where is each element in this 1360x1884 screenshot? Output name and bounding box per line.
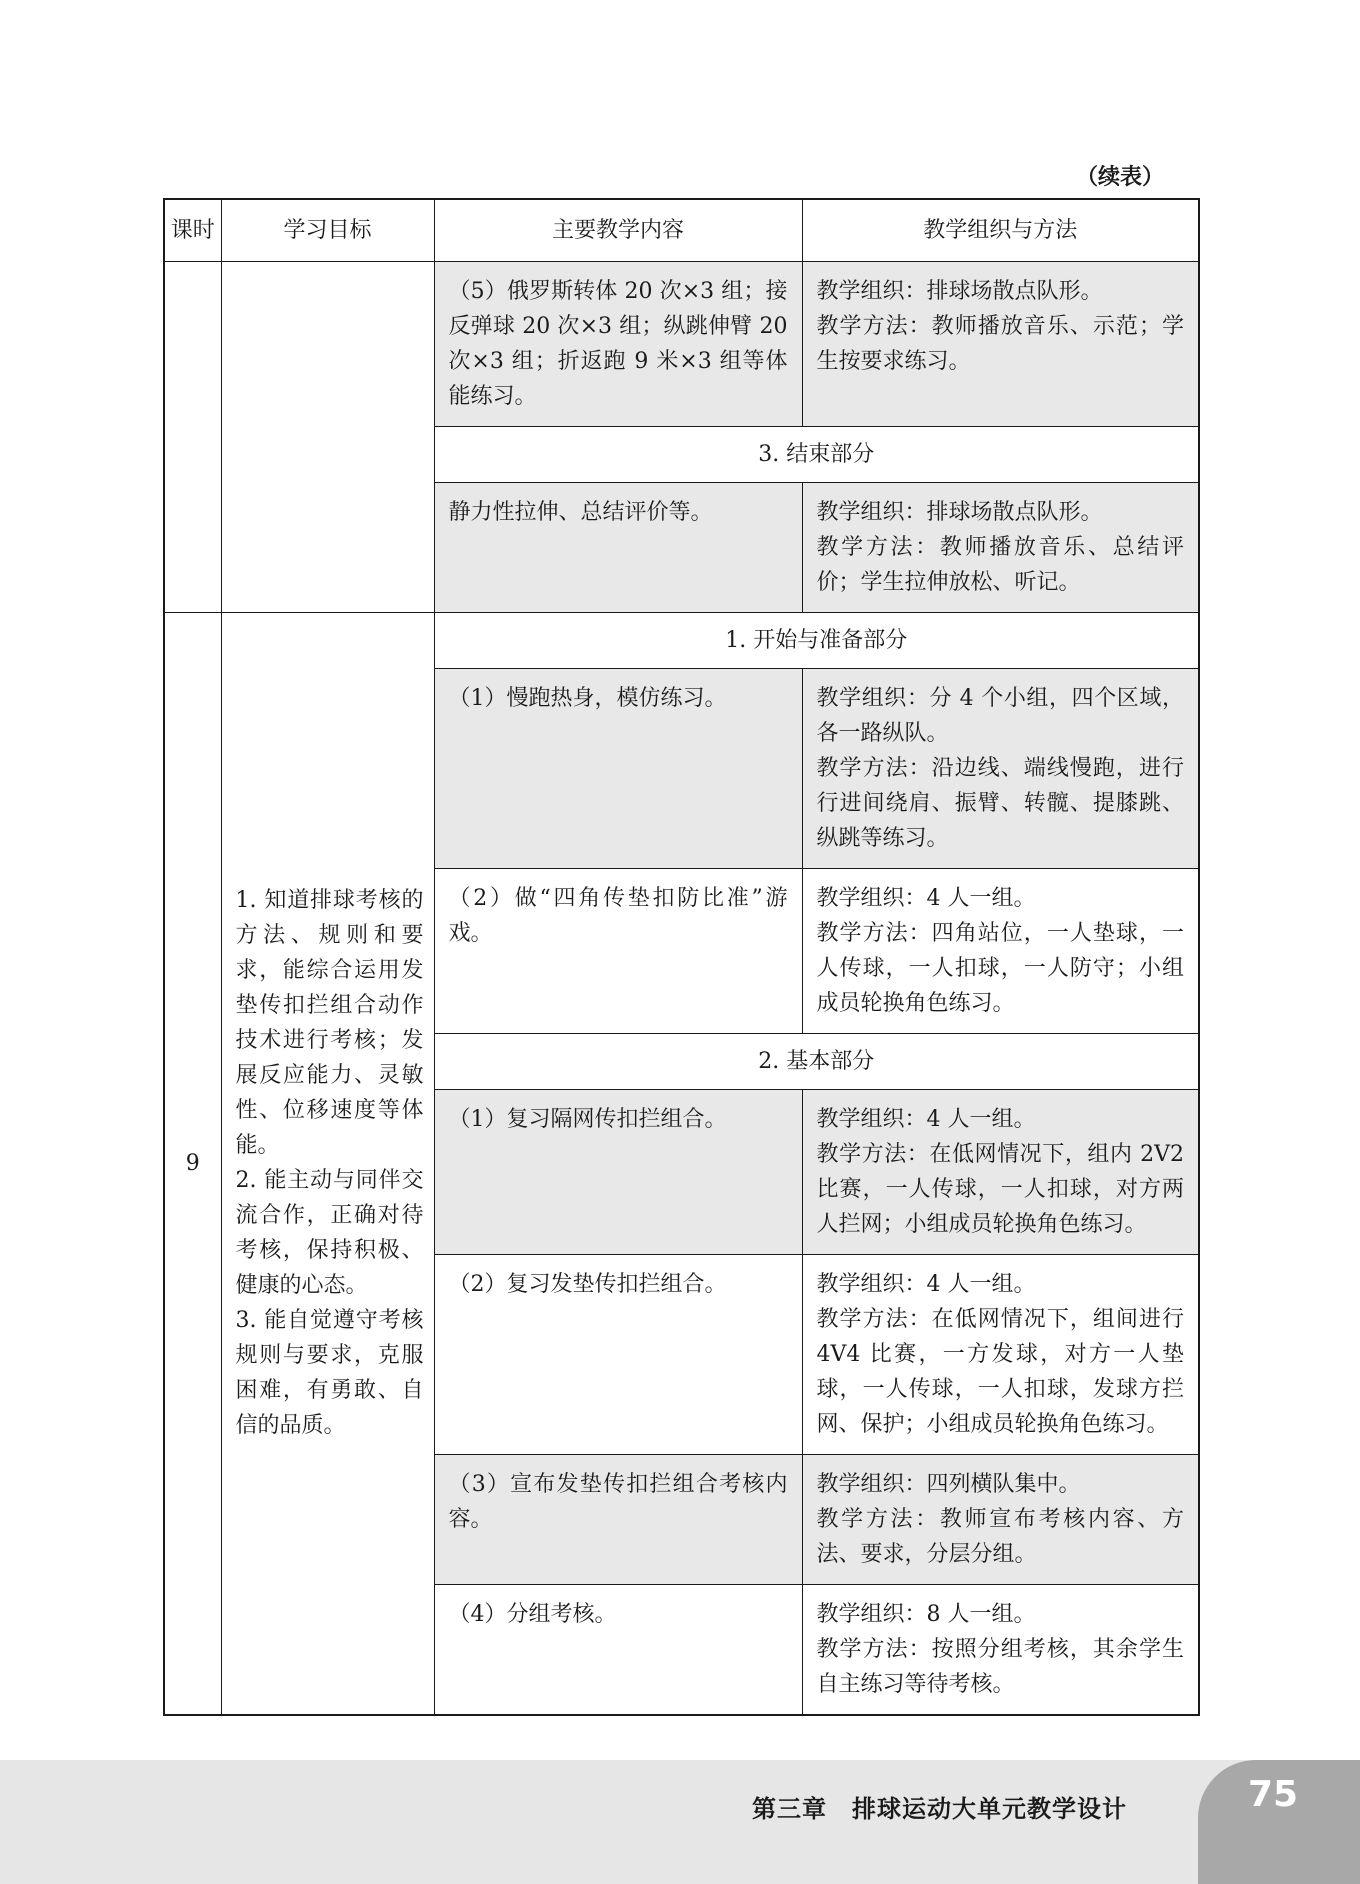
content-cell: （4）分组考核。 bbox=[434, 1584, 802, 1715]
content-cell: （1）复习隔网传扣拦组合。 bbox=[434, 1089, 802, 1254]
method-line: 教学组织：4 人一组。 bbox=[816, 1106, 1036, 1132]
learning-goal-item: 2. 能主动与同伴交流合作，正确对待考核，保持积极、健康的心态。 bbox=[235, 1168, 424, 1298]
method-line: 教学组织：排球场散点队形。 bbox=[816, 499, 1103, 525]
header-main-content: 主要教学内容 bbox=[434, 199, 802, 261]
method-line: 教学组织：4 人一组。 bbox=[816, 1271, 1036, 1297]
lesson-cell-empty bbox=[164, 261, 221, 612]
method-cell bbox=[802, 261, 1199, 426]
section-heading: 2. 基本部分 bbox=[434, 1033, 1199, 1089]
content-cell: （2）做“四角传垫扣防比准”游戏。 bbox=[434, 868, 802, 1033]
method-line: 教学方法：教师播放音乐、总结评价；学生拉伸放松、听记。 bbox=[816, 534, 1184, 595]
learning-goal-item: 3. 能自觉遵守考核规则与要求，克服困难，有勇敢、自信的品质。 bbox=[235, 1308, 424, 1438]
chapter-title: 第三章 排球运动大单元教学设计 bbox=[752, 1795, 1127, 1823]
lesson-plan-table bbox=[163, 198, 1200, 1716]
section-heading: 3. 结束部分 bbox=[434, 426, 1199, 482]
method-line: 教学方法：教师宣布考核内容、方法、要求，分层分组。 bbox=[816, 1506, 1184, 1567]
method-line: 教学方法：沿边线、端线慢跑，进行行进间绕肩、振臂、转髋、提膝跳、纵跳等练习。 bbox=[816, 755, 1184, 851]
method-cell bbox=[802, 1584, 1199, 1715]
page-footer bbox=[0, 1760, 1360, 1884]
content-cell: （3）宣布发垫传扣拦组合考核内容。 bbox=[434, 1454, 802, 1584]
table-row bbox=[164, 261, 1199, 426]
method-line: 教学方法：在低网情况下，组间进行 4V4 比赛，一方发球，对方一人垫球，一人传球，一人扣球，发球方拦网、保护；小组成员轮换角色练习。 bbox=[816, 1306, 1184, 1437]
header-organization-method: 教学组织与方法 bbox=[802, 199, 1199, 261]
content-cell: 静力性拉伸、总结评价等。 bbox=[434, 482, 802, 612]
method-line: 教学方法：教师播放音乐、示范；学生按要求练习。 bbox=[816, 313, 1184, 374]
section-row bbox=[164, 612, 1199, 668]
method-cell bbox=[802, 668, 1199, 868]
method-line: 教学组织：分 4 个小组，四个区域，各一路纵队。 bbox=[816, 685, 1184, 746]
goal-cell-empty bbox=[221, 261, 434, 612]
section-heading: 1. 开始与准备部分 bbox=[434, 612, 1199, 668]
method-cell bbox=[802, 1254, 1199, 1454]
content-cell: （5）俄罗斯转体 20 次×3 组；接反弹球 20 次×3 组；纵跳伸臂 20 次×3 组；折返跑 9 米×3 组等体能练习。 bbox=[434, 261, 802, 426]
method-line: 教学方法：按照分组考核，其余学生自主练习等待考核。 bbox=[816, 1636, 1184, 1697]
method-line: 教学方法：四角站位，一人垫球，一人传球，一人扣球，一人防守；小组成员轮换角色练习。 bbox=[816, 920, 1184, 1016]
header-learning-goals: 学习目标 bbox=[221, 199, 434, 261]
method-cell bbox=[802, 1089, 1199, 1254]
page-number: 75 bbox=[1247, 1774, 1299, 1815]
method-cell bbox=[802, 1454, 1199, 1584]
content-cell: （2）复习发垫传扣拦组合。 bbox=[434, 1254, 802, 1454]
lesson-number: 9 bbox=[164, 612, 221, 1715]
method-line: 教学组织：8 人一组。 bbox=[816, 1601, 1036, 1627]
table-header-row bbox=[164, 199, 1199, 261]
continued-table-label: （续表） bbox=[1076, 165, 1165, 190]
method-line: 教学组织：4 人一组。 bbox=[816, 885, 1036, 911]
learning-goal-item: 1. 知道排球考核的方法、规则和要求，能综合运用发垫传扣拦组合动作技术进行考核；发展反应能力、灵敏性、位移速度等体能。 bbox=[235, 888, 424, 1158]
method-line: 教学组织：四列横队集中。 bbox=[816, 1471, 1081, 1497]
method-cell bbox=[802, 868, 1199, 1033]
method-cell bbox=[802, 482, 1199, 612]
learning-goals-cell bbox=[221, 612, 434, 1715]
method-line: 教学组织：排球场散点队形。 bbox=[816, 278, 1103, 304]
content-cell: （1）慢跑热身，模仿练习。 bbox=[434, 668, 802, 868]
header-lesson: 课时 bbox=[164, 199, 221, 261]
method-line: 教学方法：在低网情况下，组内 2V2 比赛，一人传球，一人扣球，对方两人拦网；小组成员轮换角色练习。 bbox=[816, 1141, 1184, 1237]
